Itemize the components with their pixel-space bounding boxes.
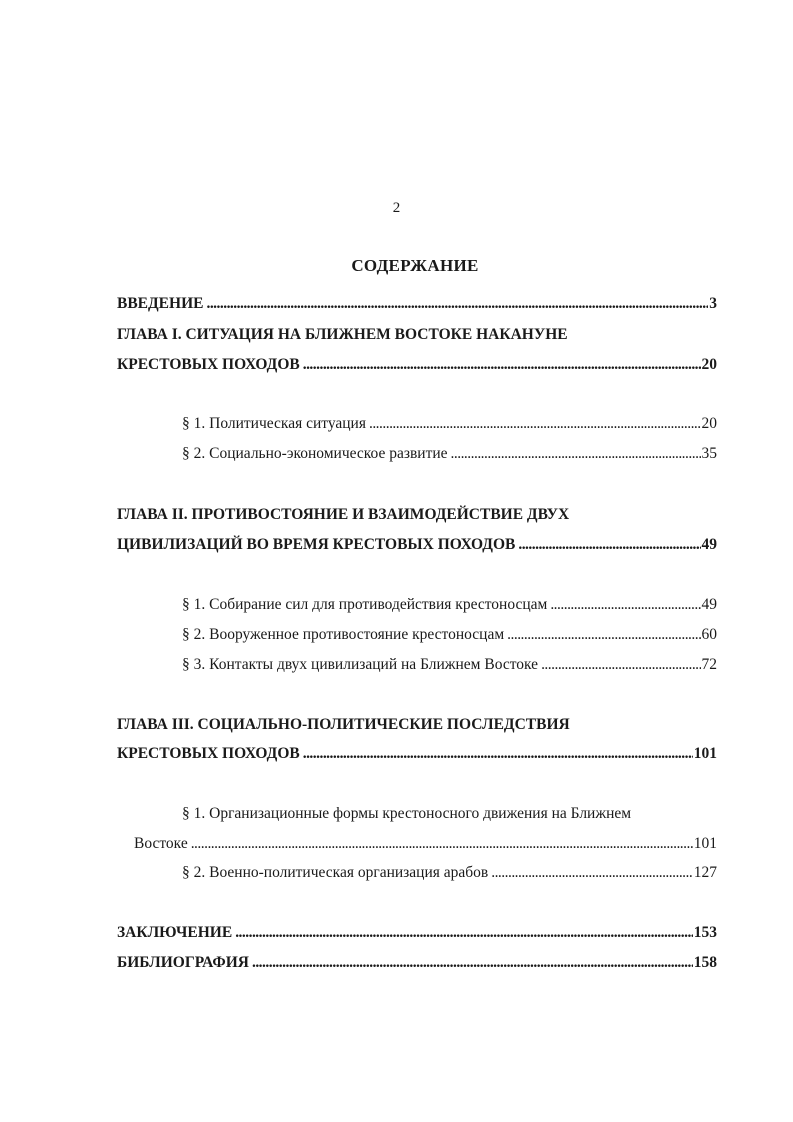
dot-leader [369, 414, 701, 434]
toc-entry-ch1-s1[interactable] [182, 414, 717, 434]
toc-entry-page: 60 [701, 626, 717, 643]
toc-entry-page: 49 [701, 596, 717, 613]
toc-entry-ch3[interactable] [117, 744, 717, 764]
toc-entry-ch1-s2[interactable] [182, 444, 717, 464]
toc-entry-title: ЦИВИЛИЗАЦИЙ ВО ВРЕМЯ КРЕСТОВЫХ ПОХОДОВ [117, 536, 516, 553]
dot-leader [491, 863, 693, 883]
toc-entry-page: 101 [693, 745, 717, 762]
toc-entry-ch2-s3[interactable] [182, 655, 717, 675]
toc-entry-title: § 1. Политическая ситуация [182, 415, 366, 432]
toc-entry-page: 101 [693, 835, 717, 852]
toc-title: СОДЕРЖАНИЕ [351, 256, 479, 275]
toc-entry-intro[interactable] [117, 294, 717, 314]
toc-entry-title: § 2. Военно-политическая организация арабов [182, 864, 489, 881]
toc-entry-page: 158 [693, 954, 717, 971]
toc-chapter-2-title[interactable]: ГЛАВА II. ПРОТИВОСТОЯНИЕ И ВЗАИМОДЕЙСТВИЕ ДВУХ [117, 506, 570, 523]
dot-leader [206, 294, 708, 314]
toc-entry-page: 20 [701, 415, 717, 432]
toc-entry-ch2-s2[interactable] [182, 625, 717, 645]
page-number: 2 [392, 200, 401, 216]
toc-chapter-3-title[interactable]: ГЛАВА III. СОЦИАЛЬНО-ПОЛИТИЧЕСКИЕ ПОСЛЕДСТВИЯ [117, 716, 570, 733]
toc-chapter-1-title[interactable]: ГЛАВА I. СИТУАЦИЯ НА БЛИЖНЕМ ВОСТОКЕ НАКАНУНЕ [117, 326, 568, 343]
dot-leader [507, 625, 700, 645]
dot-leader [235, 923, 693, 943]
toc-entry-page: 49 [701, 536, 717, 553]
toc-entry-page: 72 [701, 656, 717, 673]
dot-leader [541, 655, 700, 675]
toc-entry-page: 153 [693, 924, 717, 941]
toc-entry-page: 3 [709, 295, 717, 312]
toc-entry-ch2[interactable] [117, 535, 717, 555]
toc-entry-ch1[interactable] [117, 355, 717, 375]
toc-entry-ch2-s1[interactable] [182, 595, 717, 615]
toc-entry-title: БИБЛИОГРАФИЯ [117, 954, 249, 971]
dot-leader [303, 744, 693, 764]
dot-leader [191, 834, 693, 854]
dot-leader [252, 953, 693, 973]
toc-entry-page: 20 [701, 356, 717, 373]
toc-entry-ch3-s2[interactable] [182, 863, 717, 883]
toc-entry-title: КРЕСТОВЫХ ПОХОДОВ [117, 356, 300, 373]
toc-entry-title: § 2. Социально-экономическое развитие [182, 445, 448, 462]
toc-entry-title: КРЕСТОВЫХ ПОХОДОВ [117, 745, 300, 762]
dot-leader [303, 355, 701, 375]
dot-leader [451, 444, 701, 464]
toc-entry-title: ЗАКЛЮЧЕНИЕ [117, 924, 233, 941]
toc-entry-page: 35 [701, 445, 717, 462]
toc-entry-title: § 1. Собирание сил для противодействия крестоносцам [182, 596, 548, 613]
toc-entry-title: § 3. Контакты двух цивилизаций на Ближнем Востоке [182, 656, 539, 673]
toc-entry-title: ВВЕДЕНИЕ [117, 295, 204, 312]
toc-entry-title: Востоке [134, 835, 188, 852]
toc-entry-page: 127 [693, 864, 717, 881]
dot-leader [518, 535, 700, 555]
dot-leader [550, 595, 700, 615]
toc-entry-ch3-s1[interactable] [134, 834, 717, 854]
toc-entry-title: § 2. Вооруженное противостояние крестоносцам [182, 626, 505, 643]
toc-entry-conclusion[interactable] [117, 923, 717, 943]
toc-entry-bibliography[interactable] [117, 953, 717, 973]
toc-entry-ch3-s1-line1[interactable]: § 1. Организационные формы крестоносного движения на Ближнем [182, 805, 632, 822]
